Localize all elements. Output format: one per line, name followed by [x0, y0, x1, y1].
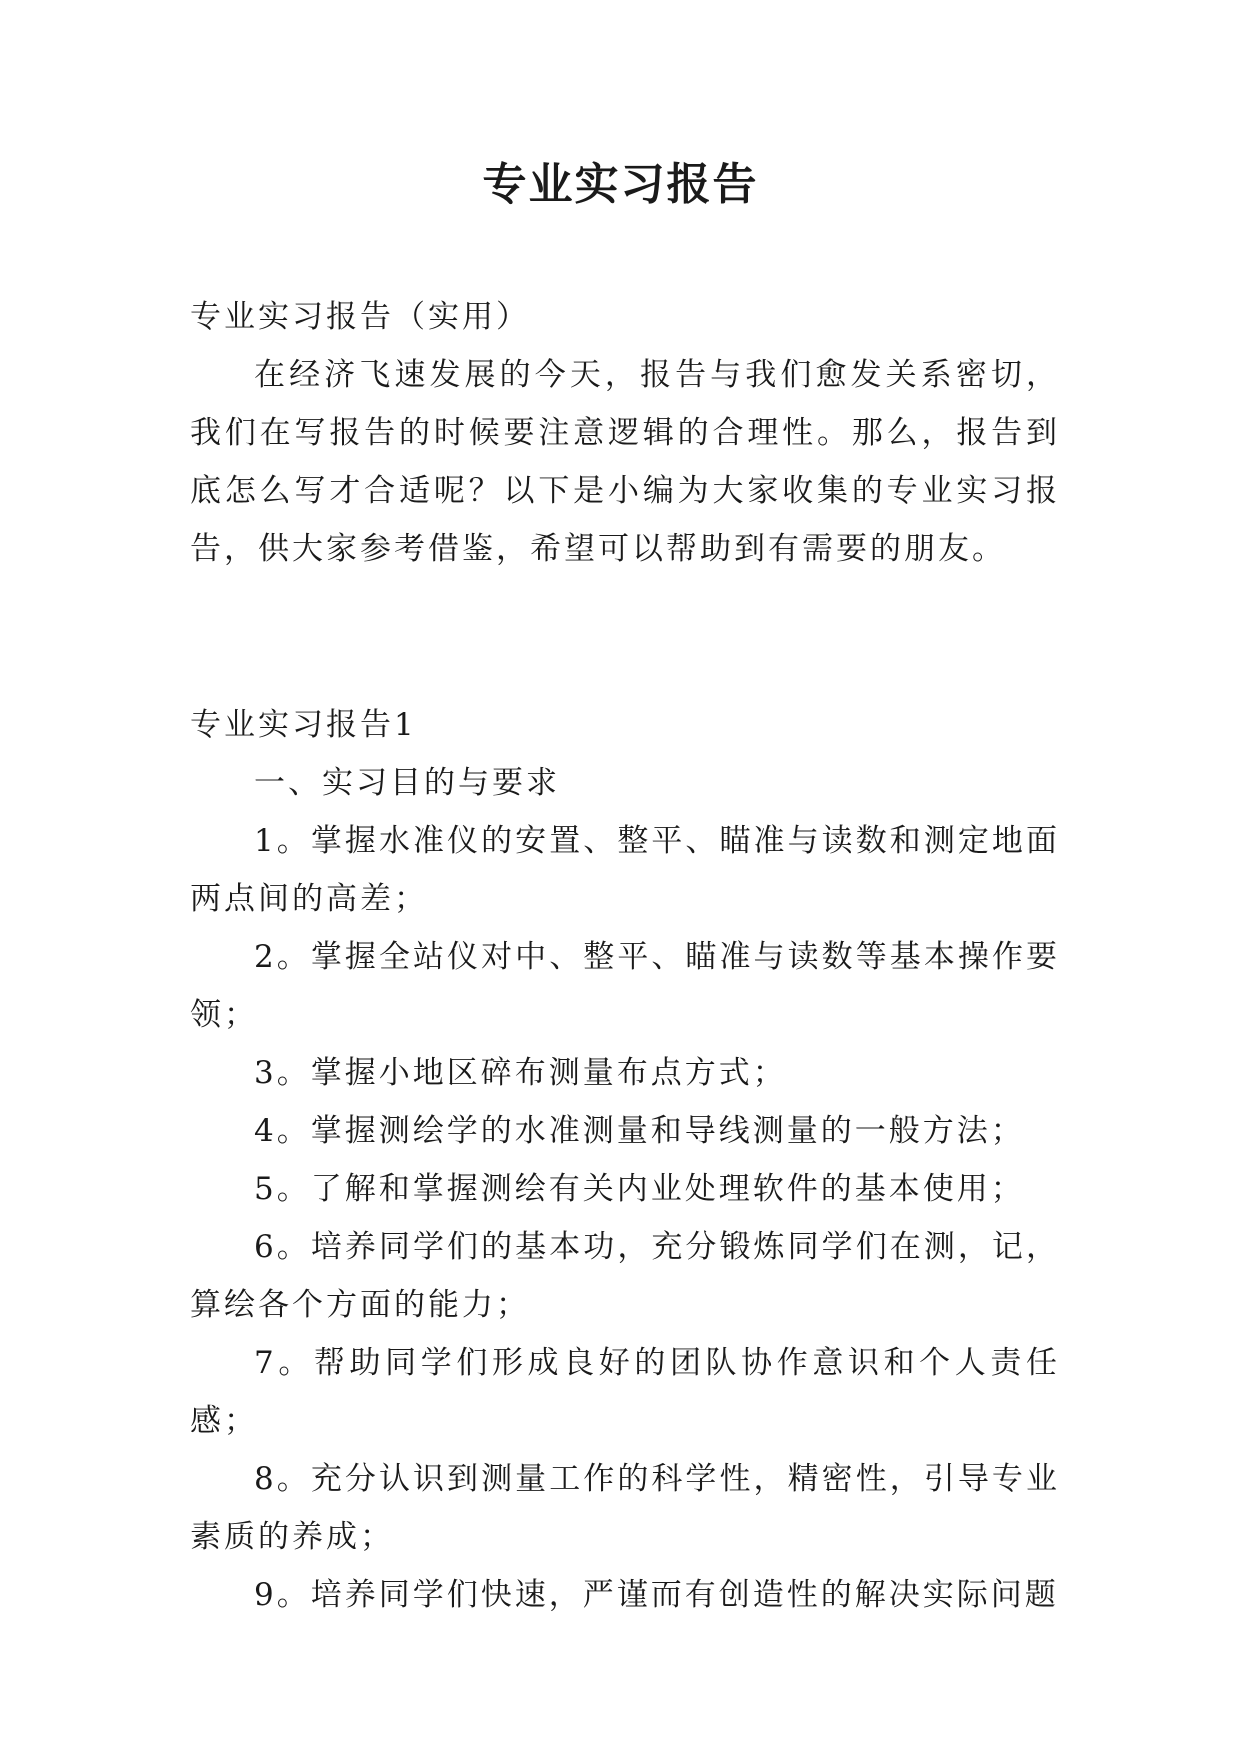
list-item: 6。培养同学们的基本功，充分锻炼同学们在测，记，算绘各个方面的能力；: [190, 1229, 1060, 1323]
document-title: 专业实习报告: [482, 159, 759, 210]
list-item: 1。掌握水准仪的安置、整平、瞄准与读数和测定地面两点间的高差；: [190, 823, 1060, 917]
list-item: 4。掌握测绘学的水准测量和导线测量的一般方法；: [254, 1113, 1025, 1149]
list-item: 8。充分认识到测量工作的科学性，精密性，引导专业素质的养成；: [190, 1461, 1060, 1555]
list-item: 9。培养同学们快速，严谨而有创造性的解决实际问题: [254, 1577, 1059, 1613]
list-item: 2。掌握全站仪对中、整平、瞄准与读数等基本操作要领；: [190, 939, 1060, 1033]
section-block: [190, 696, 1060, 1624]
document-subtitle: 专业实习报告（实用）: [190, 299, 530, 335]
list-item: 7。帮助同学们形成良好的团队协作意识和个人责任感；: [190, 1345, 1060, 1439]
intro-block: [190, 288, 1060, 578]
intro-paragraph: 在经济飞速发展的今天，报告与我们愈发关系密切，我们在写报告的时候要注意逻辑的合理性。那么，报告到底怎么写才合适呢？以下是小编为大家收集的专业实习报告，供大家参考借鉴，希望可以帮助到有需要的朋友。: [190, 357, 1060, 567]
list-item: 5。了解和掌握测绘有关内业处理软件的基本使用；: [254, 1171, 1025, 1207]
list-item: 3。掌握小地区碎布测量布点方式；: [254, 1055, 787, 1091]
section-title: 专业实习报告1: [190, 707, 417, 743]
section-heading: 一、实习目的与要求: [254, 765, 560, 801]
